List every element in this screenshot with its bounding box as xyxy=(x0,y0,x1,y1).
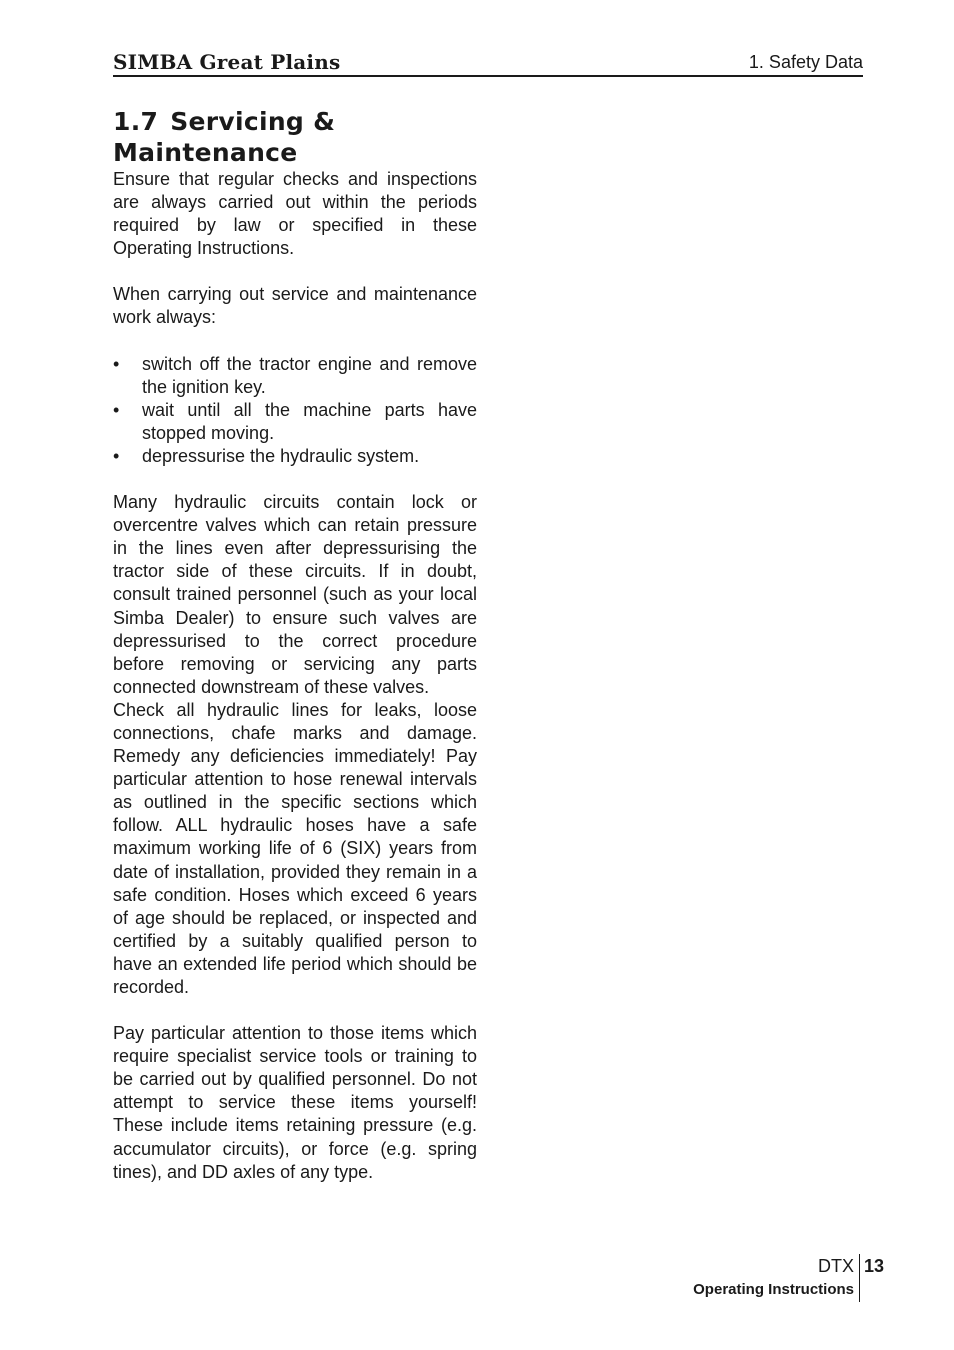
bullet-glyph: • xyxy=(113,445,120,466)
chapter-label: 1. Safety Data xyxy=(748,52,863,72)
bullet-glyph: • xyxy=(113,399,120,420)
list-item xyxy=(113,445,477,468)
paragraph-hose-checks: Check all hydraulic lines for leaks, loose connections, chafe marks and damage. Remedy any deficiencies immediately! Pay particular attention to hose renewal intervals as outlined in the specific sections which follow. ALL hydraulic hoses have a safe maximum working life of 6 (SIX) years from date of installation, provided they remain in a safe condition. Hoses which exceed 6 years of age should be replaced, or inspected and certified by a suitably qualified person to have an extended life period which should be recorded. xyxy=(113,699,477,997)
page-header xyxy=(113,48,863,77)
brand-logo: SIMBA Great Plains xyxy=(113,50,341,74)
list-item xyxy=(113,399,477,445)
footer-divider xyxy=(859,1254,860,1302)
manual-title: Operating Instructions xyxy=(693,1281,854,1298)
bullet-glyph: • xyxy=(113,353,120,374)
list-item-text: switch off the tractor engine and remove the ignition key. xyxy=(142,353,477,397)
paragraph-lead-in: When carrying out service and maintenance work always: xyxy=(113,284,477,328)
list-item-text: wait until all the machine parts have stopped moving. xyxy=(142,399,477,443)
paragraph-specialist-items: Pay particular attention to those items which require specialist service tools or training to be carried out by qualified personnel. Do not attempt to service these items yourself! These include items retaining pressure (e.g. accumulator circuits), or force (e.g. spring tines), and DD axles of any type. xyxy=(113,1023,477,1182)
section-heading xyxy=(113,106,477,168)
section-title: Servicing & Maintenance xyxy=(113,107,336,167)
list-item-text: depressurise the hydraulic system. xyxy=(142,445,420,466)
page-number: 13 xyxy=(863,1256,884,1276)
paragraph-intro: Ensure that regular checks and inspections are always carried out within the periods required by law or specified in these Operating Instructions. xyxy=(113,169,477,259)
safety-steps-list xyxy=(113,353,477,468)
section-number: 1.7 xyxy=(113,107,159,136)
model-name: DTX xyxy=(818,1256,854,1276)
paragraph-hydraulic-valves: Many hydraulic circuits contain lock or overcentre valves which can retain pressure in the lines even after depressurising the tractor side of these circuits. If in doubt, consult trained personnel (such as your local Simba Dealer) to ensure such valves are depressurised to the correct procedure before removing or servicing any parts connected downstream of these valves. xyxy=(113,492,477,697)
list-item xyxy=(113,353,477,399)
footer-labels xyxy=(693,1254,854,1301)
main-content xyxy=(113,106,477,1207)
